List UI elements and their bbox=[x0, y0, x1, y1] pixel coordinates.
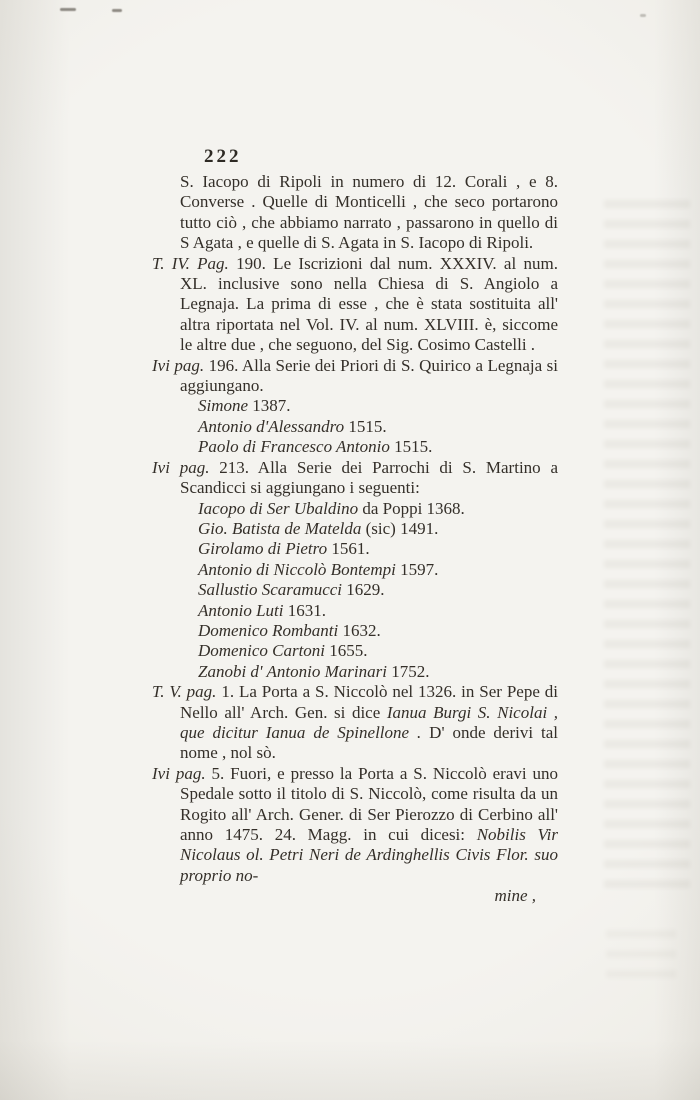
italic-text: Ivi pag. bbox=[152, 763, 206, 783]
roman-text: 1631. bbox=[283, 600, 326, 620]
ink-showthrough bbox=[606, 930, 676, 990]
italic-text: Girolamo di Pietro bbox=[198, 539, 328, 559]
scan-speck bbox=[640, 14, 646, 17]
roman-text: 1655. bbox=[325, 641, 368, 661]
roman-text: S. Iacopo di Ripoli in numero di 12. Corali , e 8. Converse . Quelle di Monticelli , che seco portarono tutto ciò , che abbiamo narrato , passarono in quello di S Agata , e quelle di S. Agata in S. Iacopo di Ripoli. bbox=[180, 172, 558, 253]
roman-text: 190. Le Iscrizioni dal num. XXXIV. al num. XL. inclusive sono nella Chiesa di S. Angiolo a Legnaja. La prima di esse , che è stata sostituita all' altra riportata nel Vol. IV. al num. XLVIII. è, siccome le altre due , che seguono, del Sig. Cosimo Castelli . bbox=[180, 253, 558, 355]
italic-text: Antonio Luti bbox=[198, 600, 284, 620]
paragraph bbox=[152, 764, 558, 886]
paragraph bbox=[152, 458, 558, 499]
italic-text: T. V. pag. bbox=[152, 682, 217, 702]
italic-text: Sallustio Scaramucci bbox=[198, 580, 343, 600]
italic-text: Ivi pag. bbox=[152, 457, 210, 477]
roman-text: D' onde derivi tal nome , nol sò. bbox=[180, 722, 559, 763]
roman-text: 196. Alla Serie dei Priori di S. Quirico a Legnaja si aggiungano. bbox=[180, 355, 558, 396]
roman-text: 1. La Porta a S. Niccolò nel 1326. in Ser Pepe di Nello all' Arch. Gen. si dice bbox=[180, 682, 558, 722]
list-entry bbox=[152, 396, 558, 416]
italic-text: Gio. Batista de Matelda bbox=[198, 518, 362, 538]
ink-showthrough bbox=[604, 200, 690, 900]
italic-text: T. IV. Pag. bbox=[152, 253, 229, 273]
list-entry bbox=[152, 560, 558, 580]
paragraph bbox=[152, 254, 558, 356]
roman-text: 5. Fuori, e presso la Porta a S. Niccolò eravi uno Spedale sotto il titolo di S. Niccolò, come risulta da un Rogito all' Arch. Gener. di Ser Pierozzo di Cerbino all' anno 1475. 24. Magg. in cui dicesi: bbox=[180, 763, 559, 844]
roman-text: 1629. bbox=[342, 580, 385, 600]
list-entry bbox=[152, 580, 558, 600]
paragraph bbox=[152, 172, 558, 254]
scan-speck bbox=[60, 8, 76, 11]
roman-text: (sic) 1491. bbox=[361, 518, 439, 538]
roman-text: 1597. bbox=[395, 559, 439, 579]
list-entry bbox=[152, 662, 558, 682]
roman-text: 1632. bbox=[338, 620, 381, 640]
italic-text: Ivi pag. bbox=[152, 355, 205, 375]
list-entry bbox=[152, 499, 558, 519]
page-edge-shadow-bottom bbox=[0, 1040, 700, 1100]
paragraph bbox=[152, 356, 558, 397]
catchword: mine , bbox=[494, 886, 536, 906]
scan-speck bbox=[112, 9, 122, 12]
italic-text: Antonio d'Alessandro bbox=[198, 416, 345, 436]
list-entry bbox=[152, 621, 558, 641]
italic-text: Domenico Rombanti bbox=[198, 620, 339, 640]
italic-text: Iacopo di Ser Ubaldino bbox=[198, 498, 359, 518]
italic-text: Paolo di Francesco Antonio bbox=[198, 437, 390, 457]
roman-text: da Poppi 1368. bbox=[358, 498, 465, 518]
italic-text: Nobilis Vir Nicolaus ol. Petri Neri de Ardinghellis Civis Flor. suo proprio no- bbox=[180, 825, 559, 885]
roman-text: 213. Alla Serie dei Parrochi di S. Martino a Scandicci si aggiungano i seguenti: bbox=[180, 457, 558, 498]
list-entry bbox=[152, 601, 558, 621]
page-edge-shadow-left bbox=[0, 0, 70, 1100]
list-entry bbox=[152, 641, 558, 661]
list-entry bbox=[152, 417, 558, 437]
roman-text: 1752. bbox=[386, 661, 430, 681]
italic-text: Ianua Burgi S. Nicolai , que dicitur Ianua de Spinellone . bbox=[180, 702, 559, 742]
roman-text: 1561. bbox=[327, 539, 370, 559]
roman-text: 1515. bbox=[344, 416, 387, 436]
list-entry bbox=[152, 539, 558, 559]
italic-text: Domenico Cartoni bbox=[198, 641, 326, 661]
list-entry bbox=[152, 519, 558, 539]
text-block bbox=[152, 172, 558, 907]
italic-text: Antonio di Niccolò Bontempi bbox=[198, 559, 396, 579]
italic-text: Zanobi d' Antonio Marinari bbox=[198, 661, 387, 681]
list-entry bbox=[152, 437, 558, 457]
italic-text: Simone bbox=[198, 396, 249, 416]
page-number: 222 bbox=[204, 146, 242, 167]
roman-text: 1515. bbox=[389, 437, 433, 457]
roman-text: 1387. bbox=[248, 396, 291, 416]
paragraph bbox=[152, 682, 558, 764]
